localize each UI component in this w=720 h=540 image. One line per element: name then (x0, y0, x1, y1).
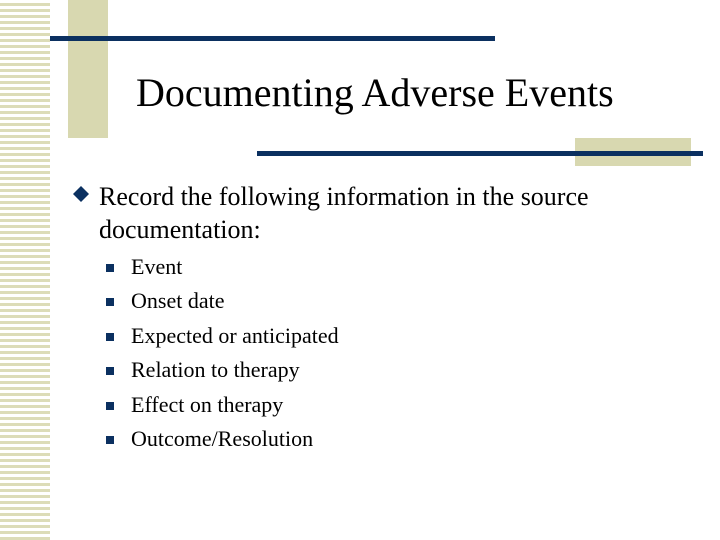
left-stripe-decoration (0, 0, 50, 540)
list-item-label: Event (131, 254, 183, 279)
diamond-bullet-icon (72, 185, 90, 203)
list-item-label: Effect on therapy (131, 391, 284, 417)
square-bullet-icon (106, 298, 114, 306)
square-bullet-icon (106, 402, 114, 410)
top-accent-block (68, 0, 108, 138)
list-item-label: Onset date (131, 288, 225, 314)
list-item-label: Outcome/Resolution (131, 425, 314, 451)
list-item-label: Expected or anticipated (131, 322, 339, 348)
bottom-title-rule (257, 151, 703, 156)
list-item-label: Relation to therapy (131, 357, 300, 383)
square-bullet-icon (106, 436, 114, 444)
top-title-rule (50, 36, 495, 41)
slide-title: Documenting Adverse Events (136, 70, 614, 115)
square-bullet-icon (106, 333, 114, 341)
square-bullet-icon (106, 264, 114, 272)
main-bullet-text: Record the following information in the source documentation: (99, 182, 589, 244)
square-bullet-icon (106, 367, 114, 375)
